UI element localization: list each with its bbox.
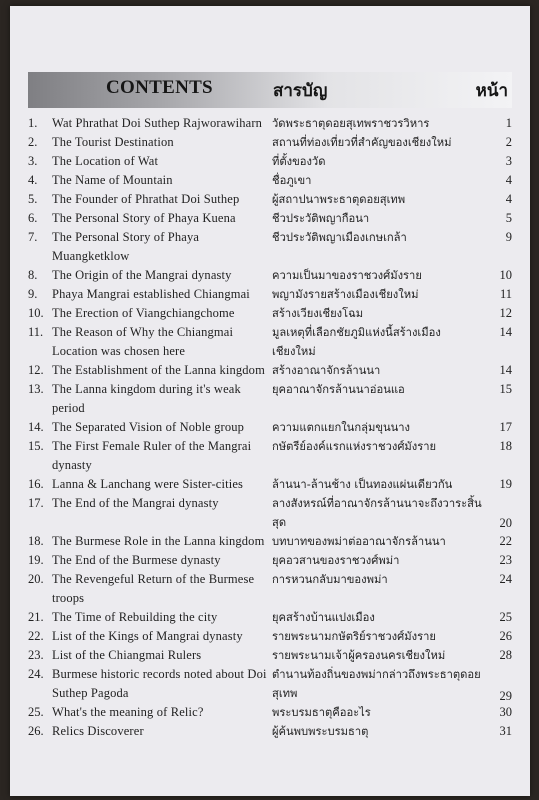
- entry-title-thai: ผู้ค้นพบพระบรมธาตุ: [272, 725, 369, 738]
- entry-page-number: 18: [499, 439, 512, 453]
- entry-title-thai: ล้านนา-ล้านช้าง เป็นทองแผ่นเดียวกัน: [272, 478, 453, 491]
- entry-title-thai: ตำนานท้องถิ่นของพม่ากล่าวถึงพระธาตุดอยสุเทพ: [272, 668, 481, 700]
- toc-entry: [28, 665, 512, 703]
- toc-entry: [28, 475, 512, 494]
- toc-entry: [28, 133, 512, 152]
- entry-page-number: 1: [505, 116, 512, 130]
- entry-number: 9.: [28, 287, 38, 301]
- entry-number: 13.: [28, 382, 44, 396]
- entry-page-number: 11: [499, 287, 512, 301]
- entry-title-english: The Founder of Phrathat Doi Suthep: [52, 192, 240, 206]
- entry-title-thai: รายพระนามกษัตริย์ราชวงศ์มังราย: [272, 630, 436, 643]
- entry-title-english: The Reason of Why the Chiangmai Location was chosen here: [52, 325, 234, 358]
- entry-title-english: The Revengeful Return of the Burmese troops: [52, 572, 255, 605]
- entry-number: 21.: [28, 610, 44, 624]
- toc-entry: [28, 190, 512, 209]
- entry-title-english: Lanna & Lanchang were Sister-cities: [52, 477, 244, 491]
- entry-number: 20.: [28, 572, 44, 586]
- entry-number: 11.: [28, 325, 44, 339]
- toc-entry: [28, 285, 512, 304]
- entry-title-thai: กษัตรีย์องค์แรกแห่งราชวงศ์มังราย: [272, 440, 437, 453]
- entry-title-english: The Burmese Role in the Lanna kingdom: [52, 534, 265, 548]
- entry-page-number: 19: [499, 477, 512, 491]
- entry-title-english: Relics Discoverer: [52, 724, 144, 738]
- entry-title-english: The First Female Ruler of the Mangrai dynasty: [52, 439, 252, 472]
- toc-entry: [28, 646, 512, 665]
- entry-title-thai: ยุคอวสานของราชวงศ์พม่า: [272, 554, 400, 567]
- entry-number: 17.: [28, 496, 44, 510]
- entry-title-english: The Separated Vision of Noble group: [52, 420, 245, 434]
- toc-entry: [28, 323, 512, 361]
- entry-page-number: 25: [499, 610, 512, 624]
- toc-entry: [28, 361, 512, 380]
- contents-header-bar: [28, 72, 512, 108]
- entry-title-english: The Origin of the Mangrai dynasty: [52, 268, 232, 282]
- toc-entry: [28, 551, 512, 570]
- entry-number: 7.: [28, 230, 38, 244]
- entry-number: 23.: [28, 648, 44, 662]
- entry-number: 19.: [28, 553, 44, 567]
- entry-title-english: Phaya Mangrai established Chiangmai: [52, 287, 250, 301]
- toc-entry: [28, 627, 512, 646]
- toc-entry: [28, 152, 512, 171]
- page-column-heading: หน้า: [475, 81, 508, 101]
- entry-number: 25.: [28, 705, 44, 719]
- entry-title-english: The Personal Story of Phaya Kuena: [52, 211, 236, 225]
- toc-entry: [28, 494, 512, 532]
- entry-number: 4.: [28, 173, 38, 187]
- entry-title-thai: สร้างเวียงเชียงโฉม: [272, 307, 364, 320]
- toc-entry: [28, 608, 512, 627]
- entry-title-thai: ชีวประวัติพญาเมืองเกษเกล้า: [272, 231, 407, 244]
- entry-page-number: 12: [499, 306, 512, 320]
- entry-title-english: Wat Phrathat Doi Suthep Rajworawiharn: [52, 116, 263, 130]
- toc-entry: [28, 171, 512, 190]
- toc-entry: [28, 228, 512, 266]
- entry-number: 16.: [28, 477, 44, 491]
- entry-page-number: 22: [499, 534, 512, 548]
- toc-entry: [28, 304, 512, 323]
- entry-page-number: 10: [499, 268, 512, 282]
- entry-title-english: The Tourist Destination: [52, 135, 174, 149]
- entry-title-thai: ที่ตั้งของวัด: [272, 155, 326, 168]
- entry-title-english: The Time of Rebuilding the city: [52, 610, 218, 624]
- entry-title-thai: มูลเหตุที่เลือกชัยภูมิแห่งนี้สร้างเมืองเชียงใหม่: [272, 326, 441, 358]
- toc-entry: [28, 570, 512, 608]
- entry-title-thai: ลางสังหรณ์ที่อาณาจักรล้านนาจะถึงวาระสิ้นสุด: [272, 497, 482, 529]
- entry-number: 2.: [28, 135, 38, 149]
- entry-title-thai: สร้างอาณาจักรล้านนา: [272, 364, 381, 377]
- entry-title-thai: พระบรมธาตุคืออะไร: [272, 706, 371, 719]
- entry-page-number: 4: [505, 173, 512, 187]
- entry-page-number: 31: [499, 724, 512, 738]
- entry-title-thai: สถานที่ท่องเที่ยวที่สำคัญของเชียงใหม่: [272, 136, 452, 149]
- entry-number: 12.: [28, 363, 44, 377]
- entry-title-english: The Lanna kingdom during it's weak period: [52, 382, 241, 415]
- entry-title-english: The End of the Burmese dynasty: [52, 553, 221, 567]
- entry-page-number: 14: [499, 363, 512, 377]
- entry-title-thai: วัดพระธาตุดอยสุเทพราชวรวิหาร: [272, 117, 430, 130]
- entry-title-thai: ชื่อภูเขา: [272, 174, 312, 187]
- entry-title-english: List of the Chiangmai Rulers: [52, 648, 202, 662]
- toc-entry: [28, 266, 512, 285]
- entry-title-thai: ยุคอาณาจักรล้านนาอ่อนแอ: [272, 383, 405, 396]
- entry-page-number: 28: [499, 648, 512, 662]
- entry-number: 14.: [28, 420, 44, 434]
- entry-page-number: 24: [499, 572, 512, 586]
- entry-title-english: The Location of Wat: [52, 154, 159, 168]
- entry-title-thai: ผู้สถาปนาพระธาตุดอยสุเทพ: [272, 193, 406, 206]
- toc-entry: [28, 418, 512, 437]
- entry-page-number: 26: [499, 629, 512, 643]
- toc-entry: [28, 703, 512, 722]
- entry-number: 1.: [28, 116, 38, 130]
- entry-number: 5.: [28, 192, 38, 206]
- entry-page-number: 14: [499, 325, 512, 339]
- book-page: [10, 6, 530, 796]
- entry-number: 15.: [28, 439, 44, 453]
- entry-title-thai: รายพระนามเจ้าผู้ครองนครเชียงใหม่: [272, 649, 446, 662]
- entry-page-number: 9: [505, 230, 512, 244]
- entry-title-english: The Establishment of the Lanna kingdom: [52, 363, 265, 377]
- toc-entry: [28, 380, 512, 418]
- entry-page-number: 30: [499, 705, 512, 719]
- entry-title-thai: ความเป็นมาของราชวงศ์มังราย: [272, 269, 422, 282]
- entry-page-number: 29: [499, 689, 512, 703]
- entry-page-number: 20: [499, 516, 512, 530]
- entry-number: 10.: [28, 306, 44, 320]
- entry-page-number: 23: [499, 553, 512, 567]
- entry-page-number: 5: [505, 211, 512, 225]
- entry-number: 22.: [28, 629, 44, 643]
- toc-entry: [28, 209, 512, 228]
- entry-page-number: 17: [499, 420, 512, 434]
- contents-heading-thai: สารบัญ: [273, 81, 328, 101]
- entry-title-thai: ชีวประวัติพญากือนา: [272, 212, 370, 225]
- entry-title-english: The Personal Story of Phaya Muangketklow: [52, 230, 200, 263]
- entry-title-english: What's the meaning of Relic?: [52, 705, 204, 719]
- entry-title-thai: การหวนกลับมาของพม่า: [272, 573, 388, 586]
- entry-number: 3.: [28, 154, 38, 168]
- entry-number: 24.: [28, 667, 44, 681]
- entry-title-english: The Name of Mountain: [52, 173, 173, 187]
- entry-number: 26.: [28, 724, 44, 738]
- entry-page-number: 2: [505, 135, 512, 149]
- entry-title-thai: พญามังรายสร้างเมืองเชียงใหม่: [272, 288, 419, 301]
- entry-number: 18.: [28, 534, 44, 548]
- toc-entry: [28, 437, 512, 475]
- entry-page-number: 3: [505, 154, 512, 168]
- entry-title-english: Burmese historic records noted about Doi Suthep Pagoda: [52, 667, 267, 700]
- toc-entry: [28, 532, 512, 551]
- entry-number: 8.: [28, 268, 38, 282]
- entry-page-number: 4: [505, 192, 512, 206]
- toc-entry: [28, 114, 512, 133]
- entry-title-thai: ความแตกแยกในกลุ่มขุนนาง: [272, 421, 411, 434]
- entry-title-thai: บทบาทของพม่าต่ออาณาจักรล้านนา: [272, 535, 446, 548]
- entry-title-english: The Erection of Viangchiangchome: [52, 306, 235, 320]
- entry-title-english: The End of the Mangrai dynasty: [52, 496, 219, 510]
- contents-heading-english: CONTENTS: [106, 77, 213, 98]
- entry-title-thai: ยุคสร้างบ้านแปงเมือง: [272, 611, 375, 624]
- entry-page-number: 15: [499, 382, 512, 396]
- entry-title-english: List of the Kings of Mangrai dynasty: [52, 629, 243, 643]
- toc-entry: [28, 722, 512, 741]
- entry-number: 6.: [28, 211, 38, 225]
